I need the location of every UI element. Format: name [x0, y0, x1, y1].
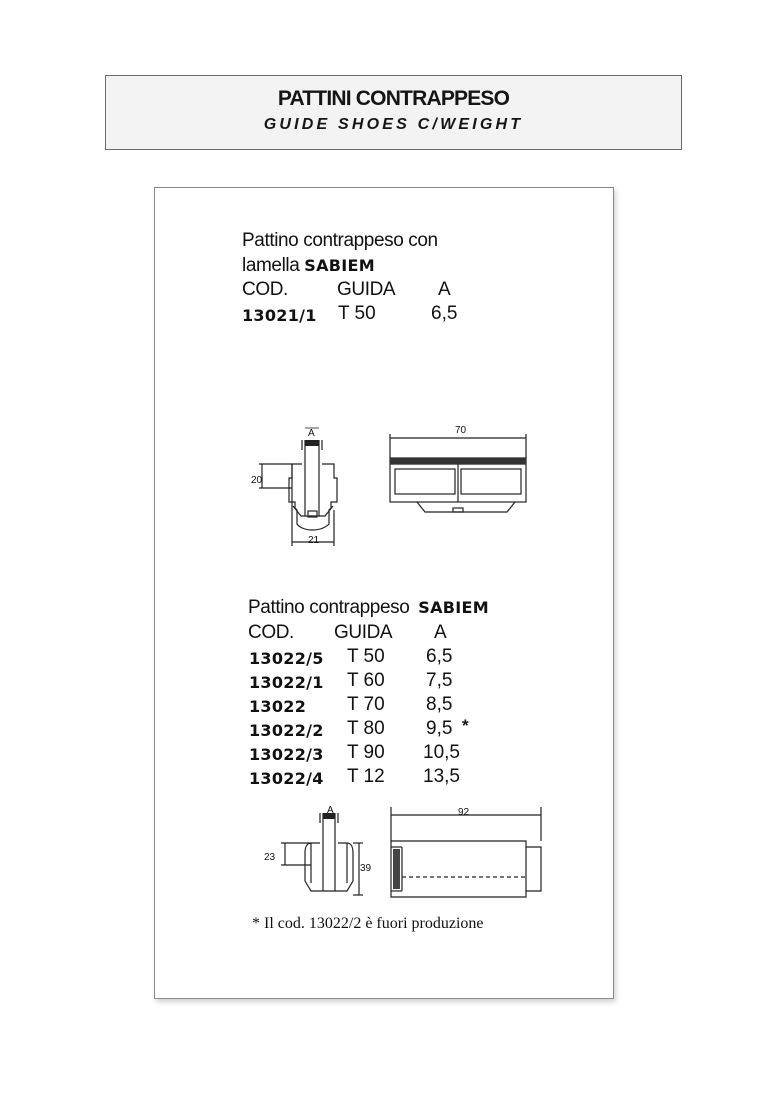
product1-title-prefix: lamella — [242, 255, 300, 276]
product1-title-line2 — [242, 255, 375, 277]
product2-col-a: A — [434, 622, 447, 643]
catalog-sheet — [154, 187, 614, 999]
product2-row-a: 8,5 — [426, 694, 453, 715]
product2-col-cod: COD. — [248, 622, 294, 643]
product2-dim-height2: 39 — [360, 863, 372, 874]
product1-col-cod: COD. — [242, 279, 288, 300]
product2-row-code: 13022/1 — [249, 673, 324, 692]
product2-dim-a-label: A — [327, 805, 334, 816]
product2-row-a: 10,5 — [423, 742, 460, 763]
product2-dim-length: 92 — [458, 807, 470, 818]
product1-dim-length: 70 — [455, 425, 467, 436]
product2-front-view-drawing — [388, 805, 548, 900]
product2-brand: SABIEM — [418, 598, 490, 617]
product1-dim-width: 21 — [308, 535, 320, 546]
product2-row-a: 9,5 — [426, 718, 453, 739]
product2-row-a: 7,5 — [426, 670, 453, 691]
product1-row-a: 6,5 — [431, 303, 458, 324]
product2-row-guida: T 12 — [347, 766, 385, 787]
product2-row-a: 13,5 — [423, 766, 460, 787]
product1-col-guida: GUIDA — [337, 279, 396, 300]
product2-row-guida: T 80 — [347, 718, 385, 739]
product2-row-code: 13022/2 — [249, 721, 324, 740]
product2-footnote: * Il cod. 13022/2 è fuori produzione — [252, 915, 484, 932]
product1-col-a: A — [438, 279, 451, 300]
product2-row-guida: T 90 — [347, 742, 385, 763]
page-header — [105, 75, 682, 150]
product2-row-code: 13022/4 — [249, 769, 324, 788]
page-subtitle: GUIDE SHOES C/WEIGHT — [263, 116, 524, 133]
product2-side-view-drawing — [255, 803, 395, 908]
product2-row-guida: T 60 — [347, 670, 385, 691]
product1-dim-a-label: A — [308, 428, 315, 439]
product1-front-view-drawing — [387, 428, 529, 523]
product2-row-code: 13022 — [249, 697, 307, 716]
product2-row-a: 6,5 — [426, 646, 453, 667]
product2-row-guida: T 70 — [347, 694, 385, 715]
product2-row-code: 13022/5 — [249, 649, 324, 668]
page-title: PATTINI CONTRAPPESO — [277, 87, 510, 110]
product1-side-view-drawing — [245, 428, 365, 558]
product2-row-mark: * — [462, 716, 469, 735]
product2-title-prefix: Pattino contrappeso — [248, 597, 410, 618]
product1-dim-height: 20 — [251, 475, 263, 486]
product1-brand: SABIEM — [304, 256, 376, 275]
product2-title — [248, 597, 489, 619]
product2-col-guida: GUIDA — [334, 622, 393, 643]
product1-row-guida: T 50 — [338, 303, 376, 324]
product1-row-code: 13021/1 — [242, 306, 317, 325]
product2-row-code: 13022/3 — [249, 745, 324, 764]
product2-row-guida: T 50 — [347, 646, 385, 667]
product1-title-line1: Pattino contrappeso con — [242, 230, 438, 251]
product2-dim-height: 23 — [264, 852, 276, 863]
